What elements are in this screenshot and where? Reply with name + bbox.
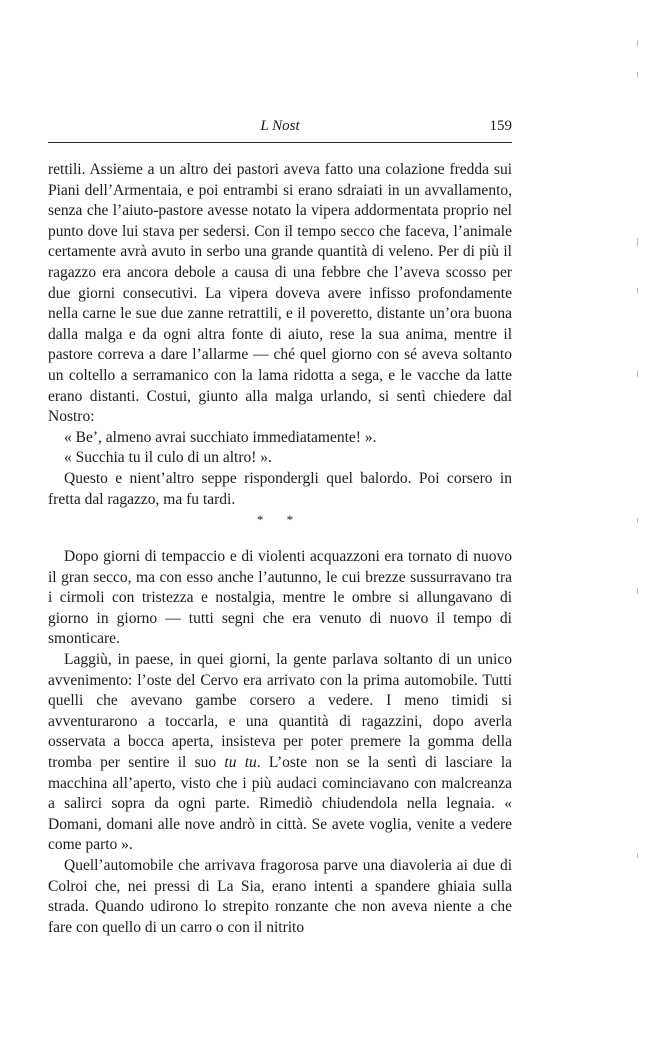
running-header [48,118,512,140]
dialogue-line: « Be’, almeno avrai succhiato immediatamente! ». [64,428,377,446]
paragraph-text: . L’oste non se la sentì di lasciare la macchina all’aperto, visto che i più audaci cominciavano con malcreanza a salirci sopra da ogni parte. Rimediò chiudendola nella legnaia. « Domani, domani alle nove andrò in città. Se avete voglia, venite a vedere come parto ». [48,753,513,854]
italic-phrase: tu tu [224,753,257,771]
text-block-2 [48,547,512,938]
scan-mark [637,40,638,46]
paragraph-text: Laggiù, in paese, in quei giorni, la gente parlava soltanto di un unico avvenimento: l’oste del Cervo era arrivato con la prima automobile. Tutti quelli che avevano gambe corsero a vedere. I meno timidi si avventurarono a toccarla, e una quantità di ragazzini, dopo averla osservata a bocca aperta, insisteva per poter premere la gomma della tromba per sentire il suo [48,650,512,771]
paragraph: rettili. Assieme a un altro dei pastori aveva fatto una colazione fredda sui Piani dell’Armentaia, e poi entrambi si erano sdraiati in un avvallamento, senza che l’aiuto-pastore avesse notato la vipera addormentata proprio nel punto dove lui stava per sedersi. Con il tempo secco che faceva, l’animale certamente avrà avuto in serbo una grande quantità di veleno. Per di più il ragazzo era ancora debole a causa di una febbre che l’aveva scosso per due giorni consecutivi. La vipera doveva avere infisso profondamente nella carne le sue due zanne retrattili, e il poveretto, distante un’ora buona dalla malga e da ogni altra fonte di aiuto, rese la sua anima, mentre il pastore correva a dare l’allarme — ché quel giorno con sé aveva soltanto un coltello a serramanico con la lama ridotta a sega, e le vacche da latte erano distanti. Costui, giunto alla malga urlando, si sentì chiedere dal Nostro: [48,161,512,426]
paragraph: Questo e nient’altro seppe rispondergli quel balordo. Poi corsero in fretta dal ragazzo, ma fu tardi. [48,469,512,508]
scan-mark [637,371,638,377]
paragraph [48,650,512,856]
paragraph: Dopo giorni di tempaccio e di violenti acquazzoni era tornato di nuovo il gran secco, ma con esso anche l’autunno, le cui brezze sussurravano tra i cirmoli con tristezza e nostalgia, mentre le ombre si allungavano di giorno in giorno — tutti segni che era venuto di nuovo il tempo di smonticare. [48,548,512,648]
scan-mark [637,518,638,523]
paragraph: Quell’automobile che arrivava fragorosa parve una diavoleria ai due di Colroi che, nei pressi di La Sia, erano intenti a spandere ghiaia sulla strada. Quando udirono lo strepito ronzante che non aveva niente a che fare con quello di un carro o con il nitrito [48,856,512,936]
scan-mark [637,72,638,77]
text-block-1 [48,160,512,510]
header-rule [48,142,512,143]
running-title: L Nost [260,118,300,134]
scan-mark [637,288,638,293]
page-number: 159 [489,118,512,134]
scan-mark [637,588,638,594]
dialogue-line: « Succhia tu il culo di un altro! ». [64,449,272,467]
scan-mark [637,853,638,858]
scan-mark [637,238,638,246]
section-separator: * * [256,512,304,527]
